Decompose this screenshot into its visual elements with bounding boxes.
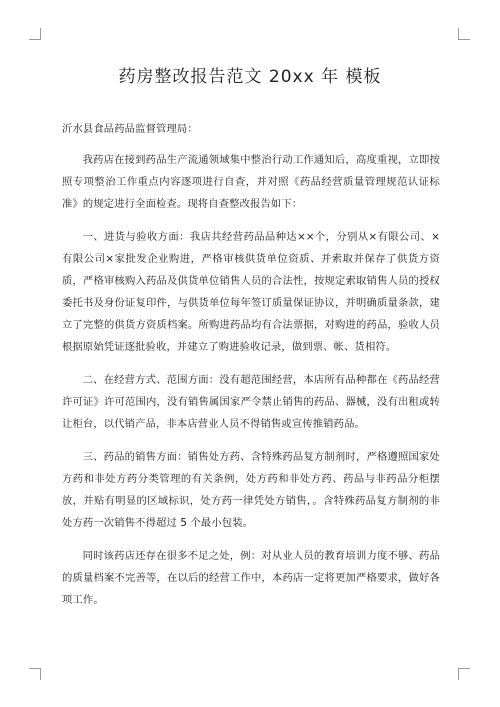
paragraph-intro: 我药店在接到药品生产流通领域集中整治行动工作通知后，高度重视，立即按照专项整治工作重点内容逐项进行自查，并对照《药品经营质量管理规范认证标准》的规定进行全面检查。现将自查整改报告如下： bbox=[62, 154, 440, 210]
paragraph-drug-sales: 三、药品的销售方面：销售处方药、含特殊药品复方制剂时，严格遵照国家处方药和非处方药分类管理的有关条例，处方药和非处方药、药品与非药品分柜摆放，并贴有明显的区域标识，处方药一律凭处方销售，。含特殊药品复方制剂的非处方药一次销售不得超过 5 个最小包装。 bbox=[62, 451, 440, 529]
crop-mark-bottom-right bbox=[458, 668, 470, 680]
paragraph-business-scope: 二、在经营方式、范围方面：没有超范围经营，本店所有品种都在《药品经营许可证》许可范围内，没有销售属国家严令禁止销售的药品、器械，没有出租或转让柜台，以代销产品，非本店营业人员不得销售或宣传推销药品。 bbox=[62, 374, 440, 430]
paragraph-purchase-acceptance: 一、进货与验收方面：我店共经营药品品种达××个，分别从×有限公司、×有限公司×家批发企业购进，严格审核供货单位资质、并索取并保存了供货方资质，严格审核购入药品及供货单位销售人员的合法性，按规定索取销售人员的授权委托书及身份证复印件，与供货单位每年签订质量保证协议，并明确质量条款，建立了完整的供货方资质档案。所购进药品均有合法票据，对购进的药品，验收人员根据原始凭证逐批验收，并建立了购进验收记录，做到票、帐、货相符。 bbox=[62, 231, 440, 353]
salutation: 沂水县食品药品监督管理局： bbox=[62, 123, 198, 135]
document-body bbox=[62, 118, 440, 622]
document-title: 药房整改报告范文 20xx 年 模板 bbox=[118, 67, 382, 87]
crop-mark-bottom-left bbox=[29, 668, 41, 680]
paragraph-shortcomings: 同时该药店还存在很多不足之处，例：对从业人员的教育培训力度不够、药品的质量档案不完善等，在以后的经营工作中，本药店一定将更加严格要求，做好各项工作。 bbox=[62, 550, 440, 606]
crop-mark-top-right bbox=[458, 28, 470, 40]
crop-mark-top-left bbox=[29, 28, 41, 40]
